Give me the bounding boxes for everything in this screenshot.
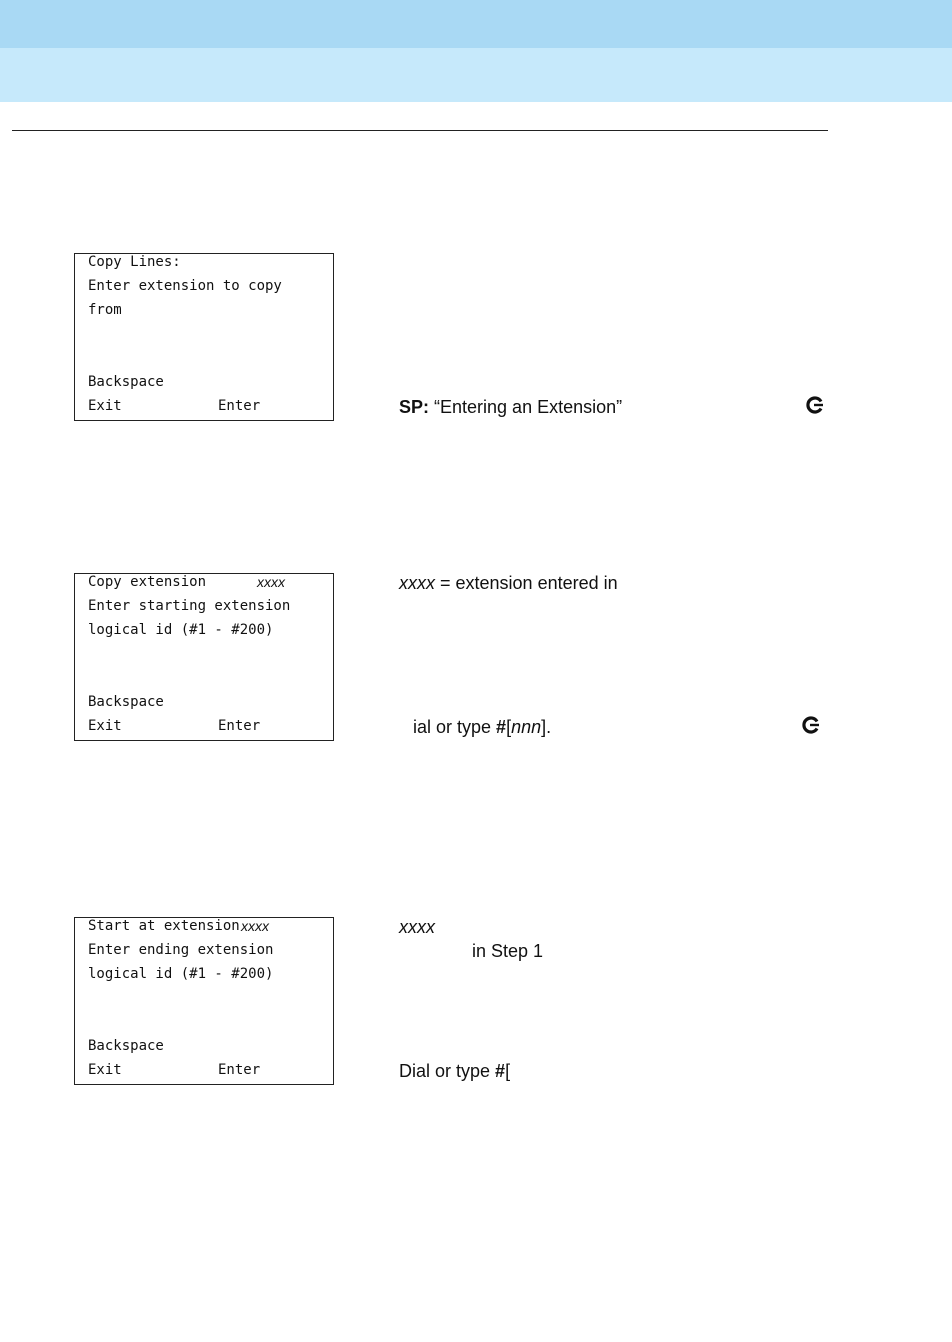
continue-arrow-icon [802, 716, 820, 734]
screen-line-3: logical id (#1 - #200) [88, 966, 274, 982]
screen-line-2: Enter ending extension [88, 942, 274, 958]
screen-line-3: from [88, 302, 122, 318]
header-rule [12, 130, 828, 131]
screen-line-1: Start at extension [88, 918, 240, 934]
exit-button[interactable]: Exit [88, 398, 122, 414]
screen-line-2: Enter starting extension [88, 598, 291, 614]
backspace-button[interactable]: Backspace [88, 1038, 164, 1054]
bracket-close: ]. [541, 717, 552, 737]
header-band-top [0, 0, 952, 48]
screen-line-2: Enter extension to copy [88, 278, 282, 294]
step1-label: SP: [399, 397, 430, 417]
step2-dial-instruction [413, 716, 551, 738]
screen-line-1-variable: xxxx [241, 918, 269, 934]
hash-key: # [495, 1061, 506, 1081]
step3-variable: xxxx [399, 917, 435, 937]
screen-line-3: logical id (#1 - #200) [88, 622, 274, 638]
screen-line-1-variable: xxxx [257, 574, 285, 590]
enter-button[interactable]: Enter [218, 718, 261, 734]
enter-button[interactable]: Enter [218, 398, 261, 414]
dial-text: Dial or type [399, 1061, 496, 1081]
display-screen-start-extension [74, 917, 334, 1085]
step3-dial-instruction [399, 1060, 510, 1082]
bracket-open: [ [506, 717, 512, 737]
exit-button[interactable]: Exit [88, 718, 122, 734]
dial-variable: nnn [511, 717, 542, 737]
dial-text: ial or type [413, 717, 497, 737]
step3-note [399, 916, 435, 938]
step1-reference-text: “Entering an Extension” [429, 397, 623, 417]
backspace-button[interactable]: Backspace [88, 694, 164, 710]
screen-line-1: Copy Lines: [88, 254, 181, 270]
bracket-open: [ [505, 1061, 511, 1081]
step2-variable: xxxx [399, 573, 435, 593]
step2-note-text: = extension entered in [435, 573, 618, 593]
step3-note-text: in Step 1 [472, 941, 544, 961]
header-band-bottom [0, 48, 952, 102]
exit-button[interactable]: Exit [88, 1062, 122, 1078]
hash-key: # [496, 717, 507, 737]
enter-button[interactable]: Enter [218, 1062, 261, 1078]
display-screen-copy-extension [74, 573, 334, 741]
screen-line-1: Copy extension [88, 574, 207, 590]
continue-arrow-icon [806, 396, 824, 414]
display-screen-copy-lines [74, 253, 334, 421]
step1-reference [399, 396, 622, 418]
backspace-button[interactable]: Backspace [88, 374, 164, 390]
step2-note [399, 572, 618, 594]
